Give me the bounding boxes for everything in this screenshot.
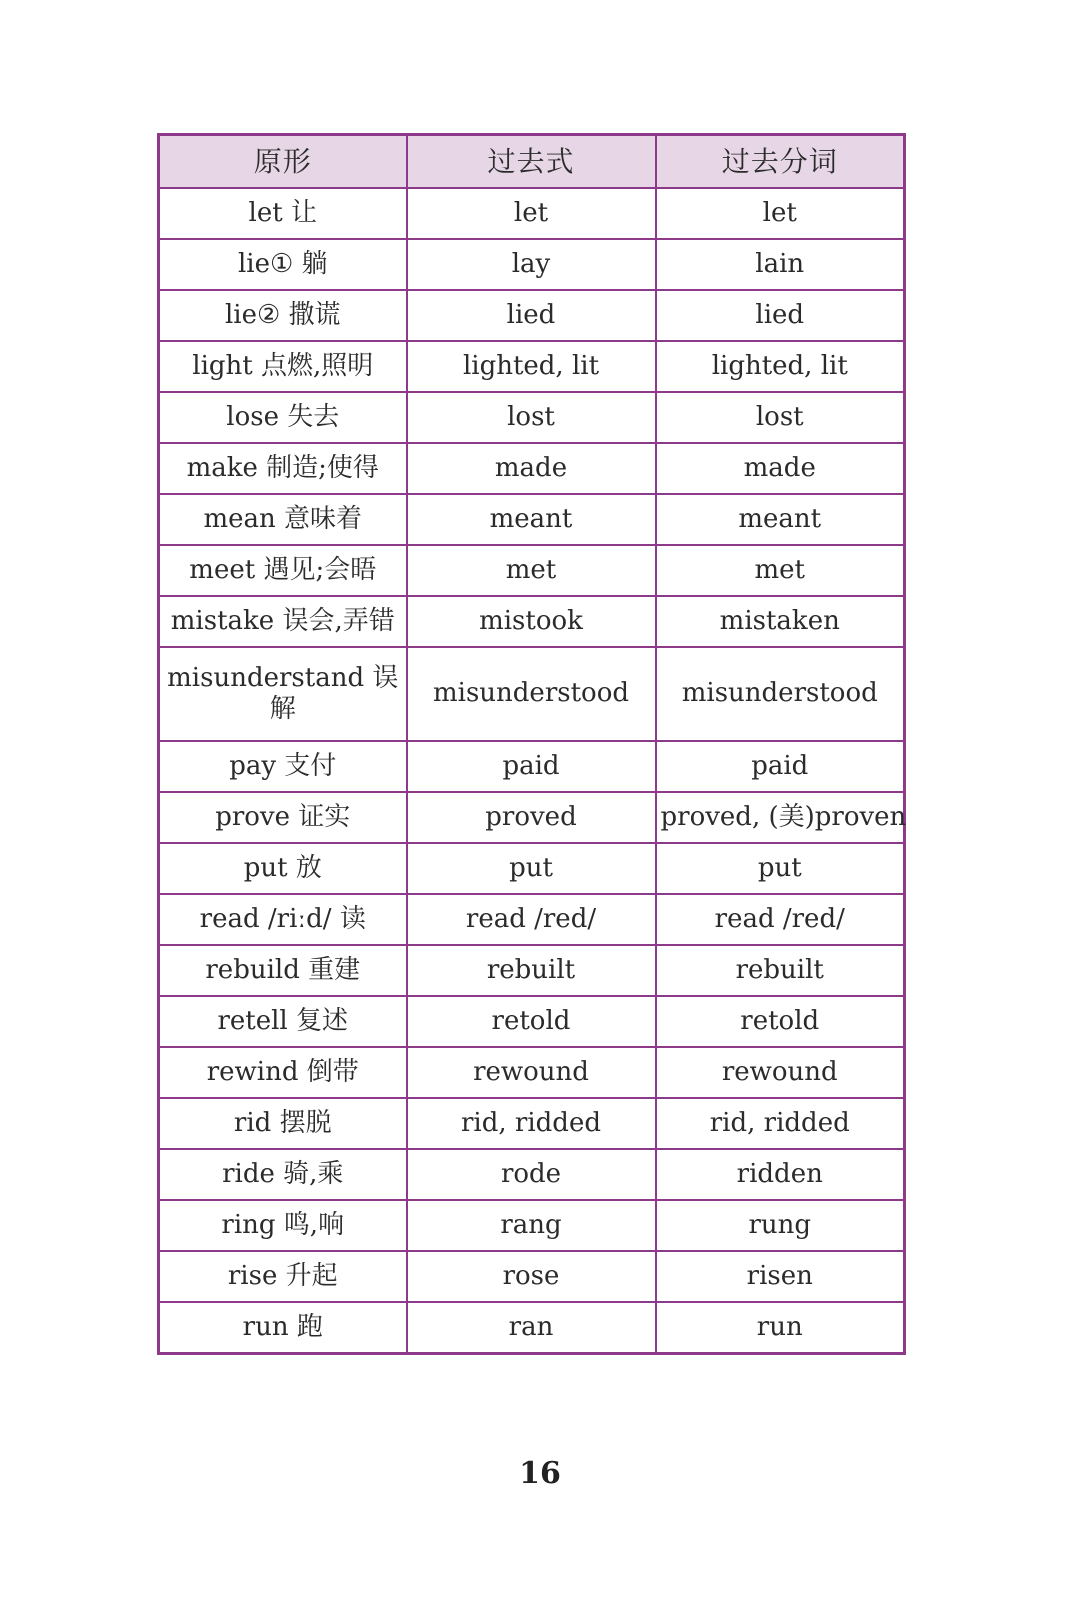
cell-base-form: retell 复述 <box>159 996 407 1047</box>
table-row <box>159 494 905 545</box>
table-row <box>159 188 905 239</box>
cell-past-tense: ran <box>407 1302 656 1354</box>
cell-past-tense: misunderstood <box>407 647 656 741</box>
cell-past-participle: ridden <box>656 1149 905 1200</box>
table-row <box>159 792 905 843</box>
cell-past-participle: lied <box>656 290 905 341</box>
cell-past-tense: retold <box>407 996 656 1047</box>
cell-base-form: run 跑 <box>159 1302 407 1354</box>
cell-base-form: let 让 <box>159 188 407 239</box>
table-row <box>159 596 905 647</box>
cell-base-form: lose 失去 <box>159 392 407 443</box>
cell-past-tense: rid, ridded <box>407 1098 656 1149</box>
cell-past-tense: made <box>407 443 656 494</box>
cell-past-participle: rung <box>656 1200 905 1251</box>
cell-past-participle: lighted, lit <box>656 341 905 392</box>
cell-past-tense: lay <box>407 239 656 290</box>
cell-past-tense: rewound <box>407 1047 656 1098</box>
cell-past-participle: lain <box>656 239 905 290</box>
cell-past-tense: paid <box>407 741 656 792</box>
cell-base-form: rewind 倒带 <box>159 1047 407 1098</box>
cell-base-form: light 点燃,照明 <box>159 341 407 392</box>
cell-past-participle: run <box>656 1302 905 1354</box>
cell-base-form: ring 鸣,响 <box>159 1200 407 1251</box>
table-row <box>159 1251 905 1302</box>
table-row <box>159 1200 905 1251</box>
cell-past-participle: misunderstood <box>656 647 905 741</box>
column-header-base-form: 原形 <box>159 135 407 189</box>
cell-base-form: lie② 撒谎 <box>159 290 407 341</box>
cell-past-tense: mistook <box>407 596 656 647</box>
table-row <box>159 647 905 741</box>
cell-past-participle: meant <box>656 494 905 545</box>
cell-past-participle: put <box>656 843 905 894</box>
table-header-row <box>159 135 905 189</box>
cell-base-form: lie① 躺 <box>159 239 407 290</box>
cell-base-form: make 制造;使得 <box>159 443 407 494</box>
cell-past-tense: rebuilt <box>407 945 656 996</box>
table-row <box>159 843 905 894</box>
cell-past-participle: read /red/ <box>656 894 905 945</box>
cell-past-tense: rose <box>407 1251 656 1302</box>
cell-past-participle: proved, (美)proven <box>656 792 905 843</box>
table-row <box>159 443 905 494</box>
table-row <box>159 996 905 1047</box>
page-number: 16 <box>519 1456 561 1491</box>
cell-past-participle: rewound <box>656 1047 905 1098</box>
cell-base-form: mean 意味着 <box>159 494 407 545</box>
column-header-past-participle: 过去分词 <box>656 135 905 189</box>
cell-past-tense: lost <box>407 392 656 443</box>
cell-base-form: rid 摆脱 <box>159 1098 407 1149</box>
cell-past-tense: meant <box>407 494 656 545</box>
table-row <box>159 894 905 945</box>
cell-base-form: put 放 <box>159 843 407 894</box>
table-row <box>159 1302 905 1354</box>
table-row <box>159 239 905 290</box>
cell-past-participle: let <box>656 188 905 239</box>
irregular-verb-table <box>157 133 906 1355</box>
cell-past-tense: proved <box>407 792 656 843</box>
cell-base-form: prove 证实 <box>159 792 407 843</box>
cell-base-form: pay 支付 <box>159 741 407 792</box>
cell-past-tense: read /red/ <box>407 894 656 945</box>
cell-past-participle: retold <box>656 996 905 1047</box>
cell-past-participle: rid, ridded <box>656 1098 905 1149</box>
table-row <box>159 392 905 443</box>
cell-past-tense: lied <box>407 290 656 341</box>
table-row <box>159 290 905 341</box>
cell-past-participle: made <box>656 443 905 494</box>
cell-base-form: rebuild 重建 <box>159 945 407 996</box>
column-header-past-tense: 过去式 <box>407 135 656 189</box>
cell-past-tense: put <box>407 843 656 894</box>
cell-base-form: mistake 误会,弄错 <box>159 596 407 647</box>
cell-past-tense: met <box>407 545 656 596</box>
cell-past-participle: paid <box>656 741 905 792</box>
table-body <box>159 188 905 1354</box>
table-row <box>159 945 905 996</box>
cell-base-form: ride 骑,乘 <box>159 1149 407 1200</box>
cell-past-tense: lighted, lit <box>407 341 656 392</box>
cell-past-tense: rang <box>407 1200 656 1251</box>
cell-past-participle: met <box>656 545 905 596</box>
cell-past-participle: rebuilt <box>656 945 905 996</box>
cell-past-participle: risen <box>656 1251 905 1302</box>
table-row <box>159 741 905 792</box>
cell-base-form: misunderstand 误解 <box>159 647 407 741</box>
cell-base-form: meet 遇见;会晤 <box>159 545 407 596</box>
cell-base-form: read /riːd/ 读 <box>159 894 407 945</box>
cell-past-participle: mistaken <box>656 596 905 647</box>
cell-past-participle: lost <box>656 392 905 443</box>
cell-past-tense: let <box>407 188 656 239</box>
cell-base-form: rise 升起 <box>159 1251 407 1302</box>
table-row <box>159 1047 905 1098</box>
cell-past-tense: rode <box>407 1149 656 1200</box>
table-row <box>159 1149 905 1200</box>
table-row <box>159 1098 905 1149</box>
table-row <box>159 545 905 596</box>
table-row <box>159 341 905 392</box>
